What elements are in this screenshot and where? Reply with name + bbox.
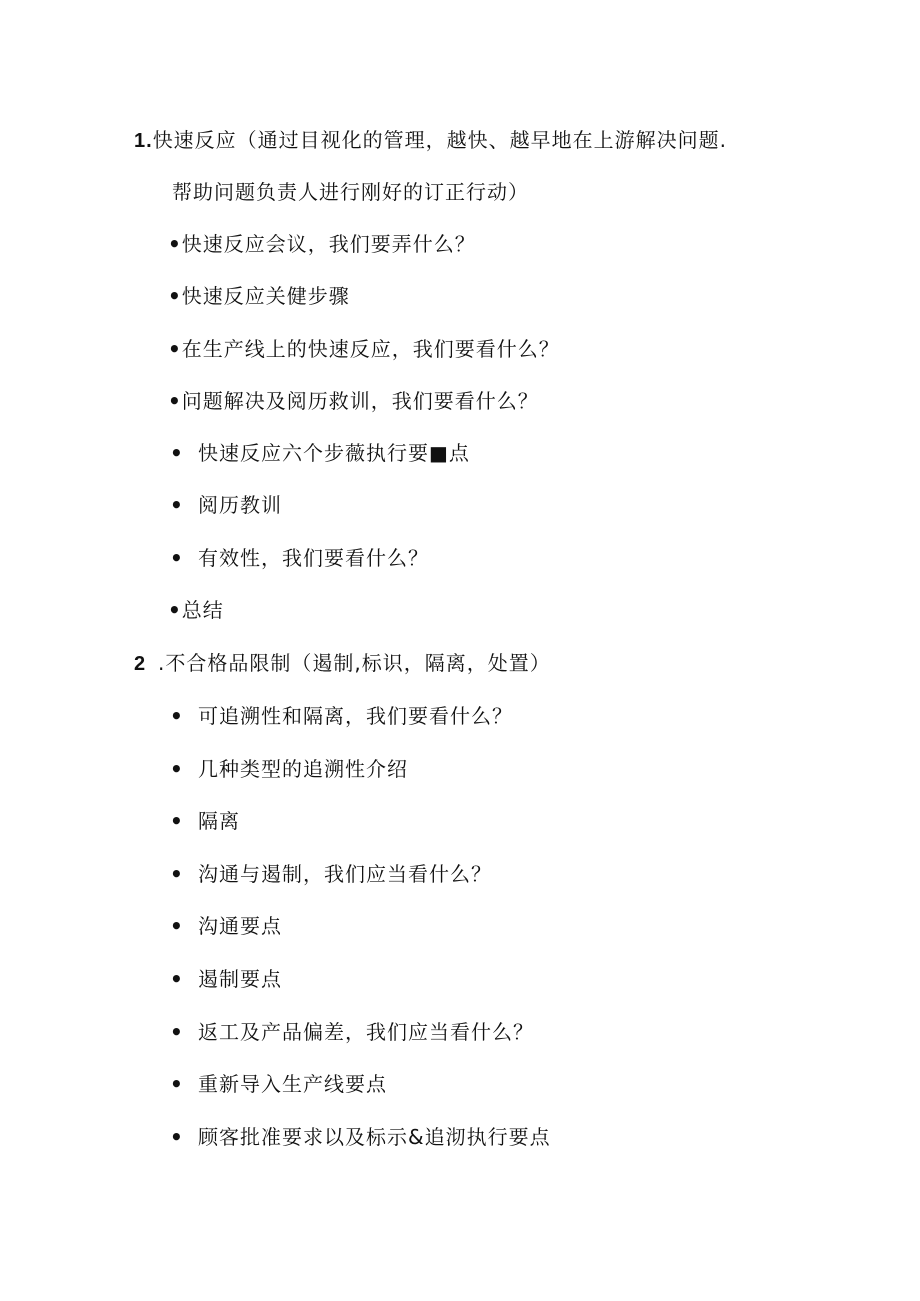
bullet: •: [168, 284, 182, 308]
list-item-text: 沟通要点: [198, 914, 282, 938]
list-item: [170, 808, 240, 834]
list-item-text: 重新导入生产线要点: [198, 1072, 387, 1096]
bullet: •: [170, 546, 184, 570]
bullet: •: [170, 757, 184, 781]
bullet: •: [170, 967, 184, 991]
section-1-title: 快速反应（通过目视化的管理，越快、越早地在上游解决问题.: [152, 128, 728, 152]
list-item-text: 总结: [181, 598, 224, 622]
bullet: •: [170, 862, 184, 886]
list-item-text: 快速反应会议，我们要弄什么？: [181, 232, 476, 256]
list-item-text: 可追溯性和隔离，我们要看什么？: [198, 704, 513, 728]
list-item: [170, 966, 282, 992]
list-item-text: 遏制要点: [198, 967, 282, 991]
list-item: [168, 283, 350, 309]
list-item: [170, 913, 282, 939]
section-1-heading: [134, 127, 727, 154]
list-item: [170, 703, 513, 729]
list-item: [170, 861, 492, 887]
bullet: •: [170, 493, 184, 517]
section-1-title-continued: 帮助问题负责人进行刚好的订正行动）: [172, 180, 529, 204]
list-item: [170, 1124, 551, 1150]
list-item: [170, 756, 408, 782]
list-item: [168, 336, 560, 362]
list-item: [168, 597, 224, 623]
bullet: •: [168, 598, 182, 622]
list-item: [170, 1071, 387, 1097]
bullet: •: [170, 1072, 184, 1096]
list-item: [170, 492, 282, 518]
list-item: [170, 545, 429, 571]
list-item: [168, 231, 476, 257]
list-item-text: 阅历教训: [198, 493, 282, 517]
bullet: •: [170, 1020, 184, 1044]
bullet: •: [168, 337, 182, 361]
bullet: •: [168, 389, 182, 413]
list-item-text: 快速反应六个步薇执行要■点: [198, 441, 470, 465]
list-item-text: 几种类型的追溯性介绍: [198, 757, 408, 781]
bullet: •: [170, 441, 184, 465]
list-item-text: 快速反应关健步骤: [181, 284, 350, 308]
section-2-heading: [134, 650, 551, 677]
section-1-number: 1.: [134, 130, 153, 152]
section-2-title: .不合格品限制（遏制,标识，隔离，处置）: [158, 651, 551, 675]
bullet: •: [170, 914, 184, 938]
list-item-text: 返工及产品偏差，我们应当看什么？: [198, 1020, 534, 1044]
bullet: •: [170, 809, 184, 833]
section-2-number: 2: [134, 653, 147, 675]
list-item-text: 问题解决及阅历救训，我们要看什么？: [181, 389, 539, 413]
bullet: •: [170, 704, 184, 728]
list-item-text: 在生产线上的快速反应，我们要看什么？: [181, 337, 560, 361]
bullet: •: [170, 1125, 184, 1149]
list-item-text: 顾客批准要求以及标示&追沏执行要点: [198, 1125, 551, 1149]
list-item-text: 隔离: [198, 809, 240, 833]
bullet: •: [168, 232, 182, 256]
list-item: [170, 1019, 534, 1045]
list-item: [170, 440, 470, 466]
list-item: [168, 388, 539, 414]
list-item-text: 有效性，我们要看什么？: [198, 546, 429, 570]
list-item-text: 沟通与遏制，我们应当看什么？: [198, 862, 492, 886]
